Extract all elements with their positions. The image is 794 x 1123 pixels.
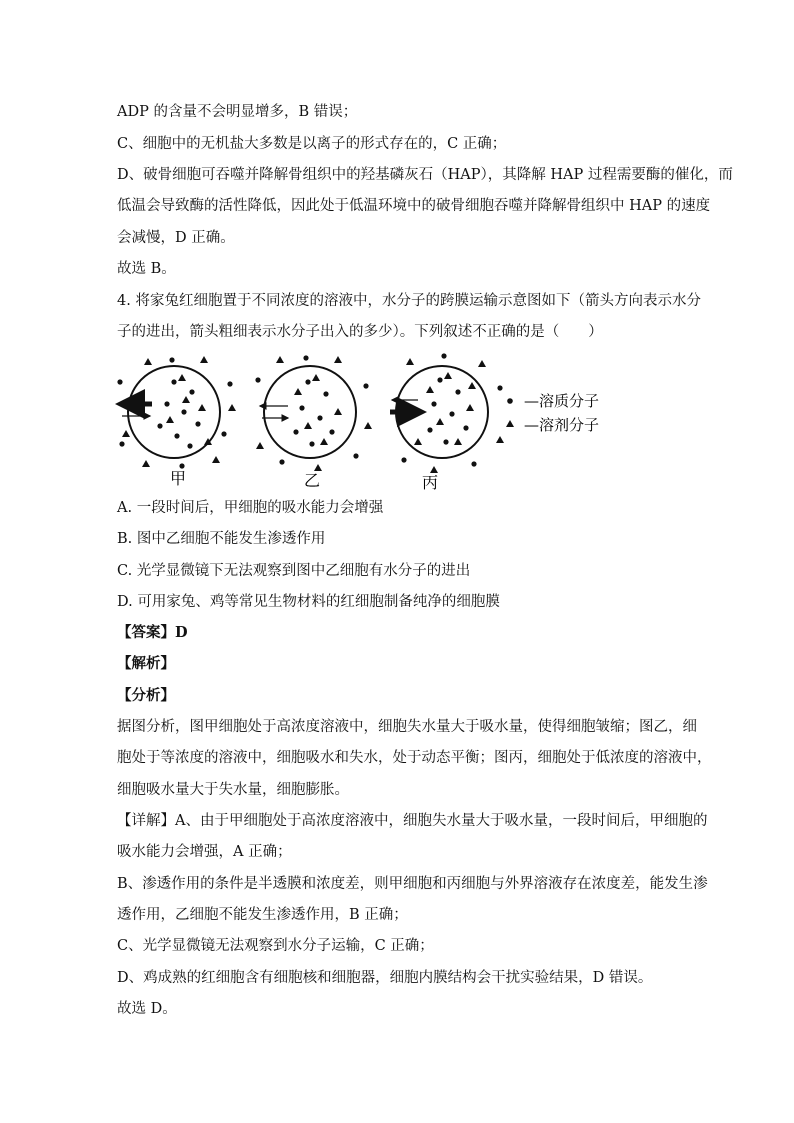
cell-label: 甲	[170, 469, 187, 488]
cell-bing	[390, 353, 504, 490]
option-a: A. 一段时间后，甲细胞的吸水能力会增强	[117, 500, 384, 516]
solvent-symbol	[506, 420, 514, 427]
text-line: D、破骨细胞可吞噬并降解骨组织中的羟基磷灰石（HAP），其降解 HAP 过程需要酶的催化，而	[117, 167, 733, 183]
question-stem: 子的进出，箭头粗细表示水分子出入的多少）。下列叙述不正确的是（ ）	[117, 324, 603, 340]
detail-line: 【详解】A、由于甲细胞处于高浓度溶液中，细胞失水量大于吸水量，一段时间后，甲细胞的	[117, 813, 708, 829]
legend-solvent: —溶剂分子	[524, 416, 600, 434]
analysis-heading: 【解析】	[117, 655, 175, 672]
analysis-line: 细胞吸水量大于失水量，细胞膨胀。	[117, 782, 349, 798]
analysis-line: 据图分析，图甲细胞处于高浓度溶液中，细胞失水量大于吸水量，使得细胞皱缩；图乙，细	[117, 719, 697, 735]
osmosis-figure	[112, 352, 672, 490]
text-line: ADP 的含量不会明显增多，B 错误；	[117, 104, 358, 120]
cell-label: 乙	[304, 471, 321, 490]
answer: 【答案】D	[117, 624, 188, 641]
detail-line: C、光学显微镜无法观察到水分子运输，C 正确；	[117, 938, 434, 954]
detail-line: D、鸡成熟的红细胞含有细胞核和细胞器，细胞内膜结构会干扰实验结果，D 错误。	[117, 970, 653, 986]
legend-solute: —溶质分子	[524, 392, 600, 410]
cell-yi	[255, 355, 372, 490]
detail-line: 吸水能力会增强，A 正确；	[117, 844, 292, 860]
detail-line: 故选 D。	[117, 1001, 177, 1017]
analysis-line: 胞处于等浓度的溶液中，细胞吸水和失水，处于动态平衡；图丙，细胞处于低浓度的溶液中，	[117, 750, 712, 766]
solute-symbol	[507, 398, 513, 404]
question-stem: 4. 将家兔红细胞置于不同浓度的溶液中，水分子的跨膜运输示意图如下（箭头方向表示水分	[117, 293, 701, 309]
detail-line: 透作用，乙细胞不能发生渗透作用，B 正确；	[117, 907, 408, 923]
detail-line: B、渗透作用的条件是半透膜和浓度差，则甲细胞和丙细胞与外界溶液存在浓度差，能发生渗	[117, 876, 708, 892]
option-d: D. 可用家兔、鸡等常见生物材料的红细胞制备纯净的细胞膜	[117, 594, 500, 610]
text-line: 故选 B。	[117, 261, 176, 277]
text-line: 低温会导致酶的活性降低，因此处于低温环境中的破骨细胞吞噬并降解骨组织中 HAP 的速度	[117, 198, 711, 214]
text-line: 会减慢，D 正确。	[117, 230, 235, 246]
option-b: B. 图中乙细胞不能发生渗透作用	[117, 531, 326, 547]
fenxi-heading: 【分析】	[117, 687, 175, 704]
cell-jia	[117, 356, 236, 488]
cell-label: 丙	[422, 473, 439, 490]
option-c: C. 光学显微镜下无法观察到图中乙细胞有水分子的进出	[117, 563, 471, 579]
text-line: C、细胞中的无机盐大多数是以离子的形式存在的，C 正确；	[117, 136, 507, 152]
legend	[506, 392, 599, 434]
